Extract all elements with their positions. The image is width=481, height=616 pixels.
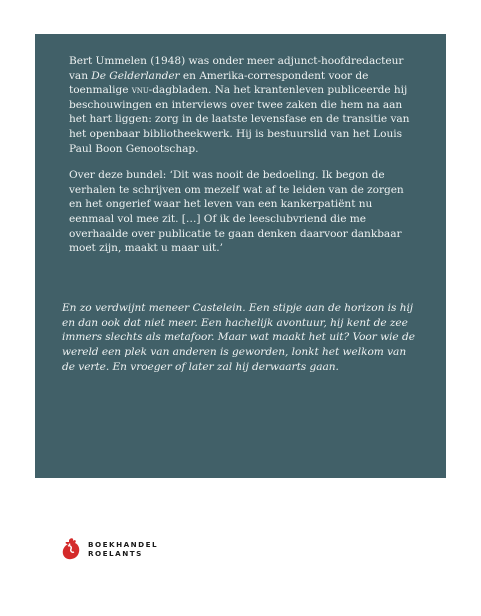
newspaper-title: De Gelderlander bbox=[91, 69, 180, 82]
logo-line-2: ROELANTS bbox=[88, 549, 143, 558]
logo-wordmark bbox=[88, 540, 158, 558]
logo-line-1: BOEKHANDEL bbox=[88, 540, 159, 549]
back-cover-panel bbox=[35, 34, 446, 478]
bio-text-middle: en Amerika-correspondent voor de toenmalige bbox=[69, 69, 369, 97]
bio-text-end: -dagbladen. Na het krantenleven publiceerde hij beschouwingen en interviews over twee zaken die hem na aan het hart liggen: zorg in de laatste levensfase en de transitie van het openbaar bibliotheekwerk. Hij is bestuurslid van het Louis Paul Boon Genootschap. bbox=[69, 84, 410, 155]
publisher-logo bbox=[61, 537, 158, 561]
author-bio bbox=[69, 54, 416, 156]
bio-text-start: Bert Ummelen (1948) was onder meer adjunct-hoofdredacteur van bbox=[69, 55, 404, 82]
vnu-abbreviation: vnu bbox=[131, 84, 149, 97]
rooster-logo-icon bbox=[61, 537, 83, 561]
blurb: En zo verdwijnt meneer Castelein. Een stipje aan de horizon is hij en dan ook dat niet meer. Een hachelijk avontuur, hij kent de zee immers slechts als metafoor. Maar wat maakt het uit? Voor wie de wereld een plek van anderen is geworden, lonkt het welkom van de verte. En vroeger of later zal hij derwaarts gaan. bbox=[62, 301, 415, 373]
about-collection: Over deze bundel: ‘Dit was nooit de bedoeling. Ik begon de verhalen te schrijven om mezelf wat af te leiden van de zorgen en het ongerief waar het leven van een kankerpatiënt nu eenmaal vol mee zit. […] Of ik de leesclubvriend die me overhaalde over publicatie te gaan denken daarvoor dankbaar moet zijn, maakt u maar uit.’ bbox=[69, 169, 404, 255]
